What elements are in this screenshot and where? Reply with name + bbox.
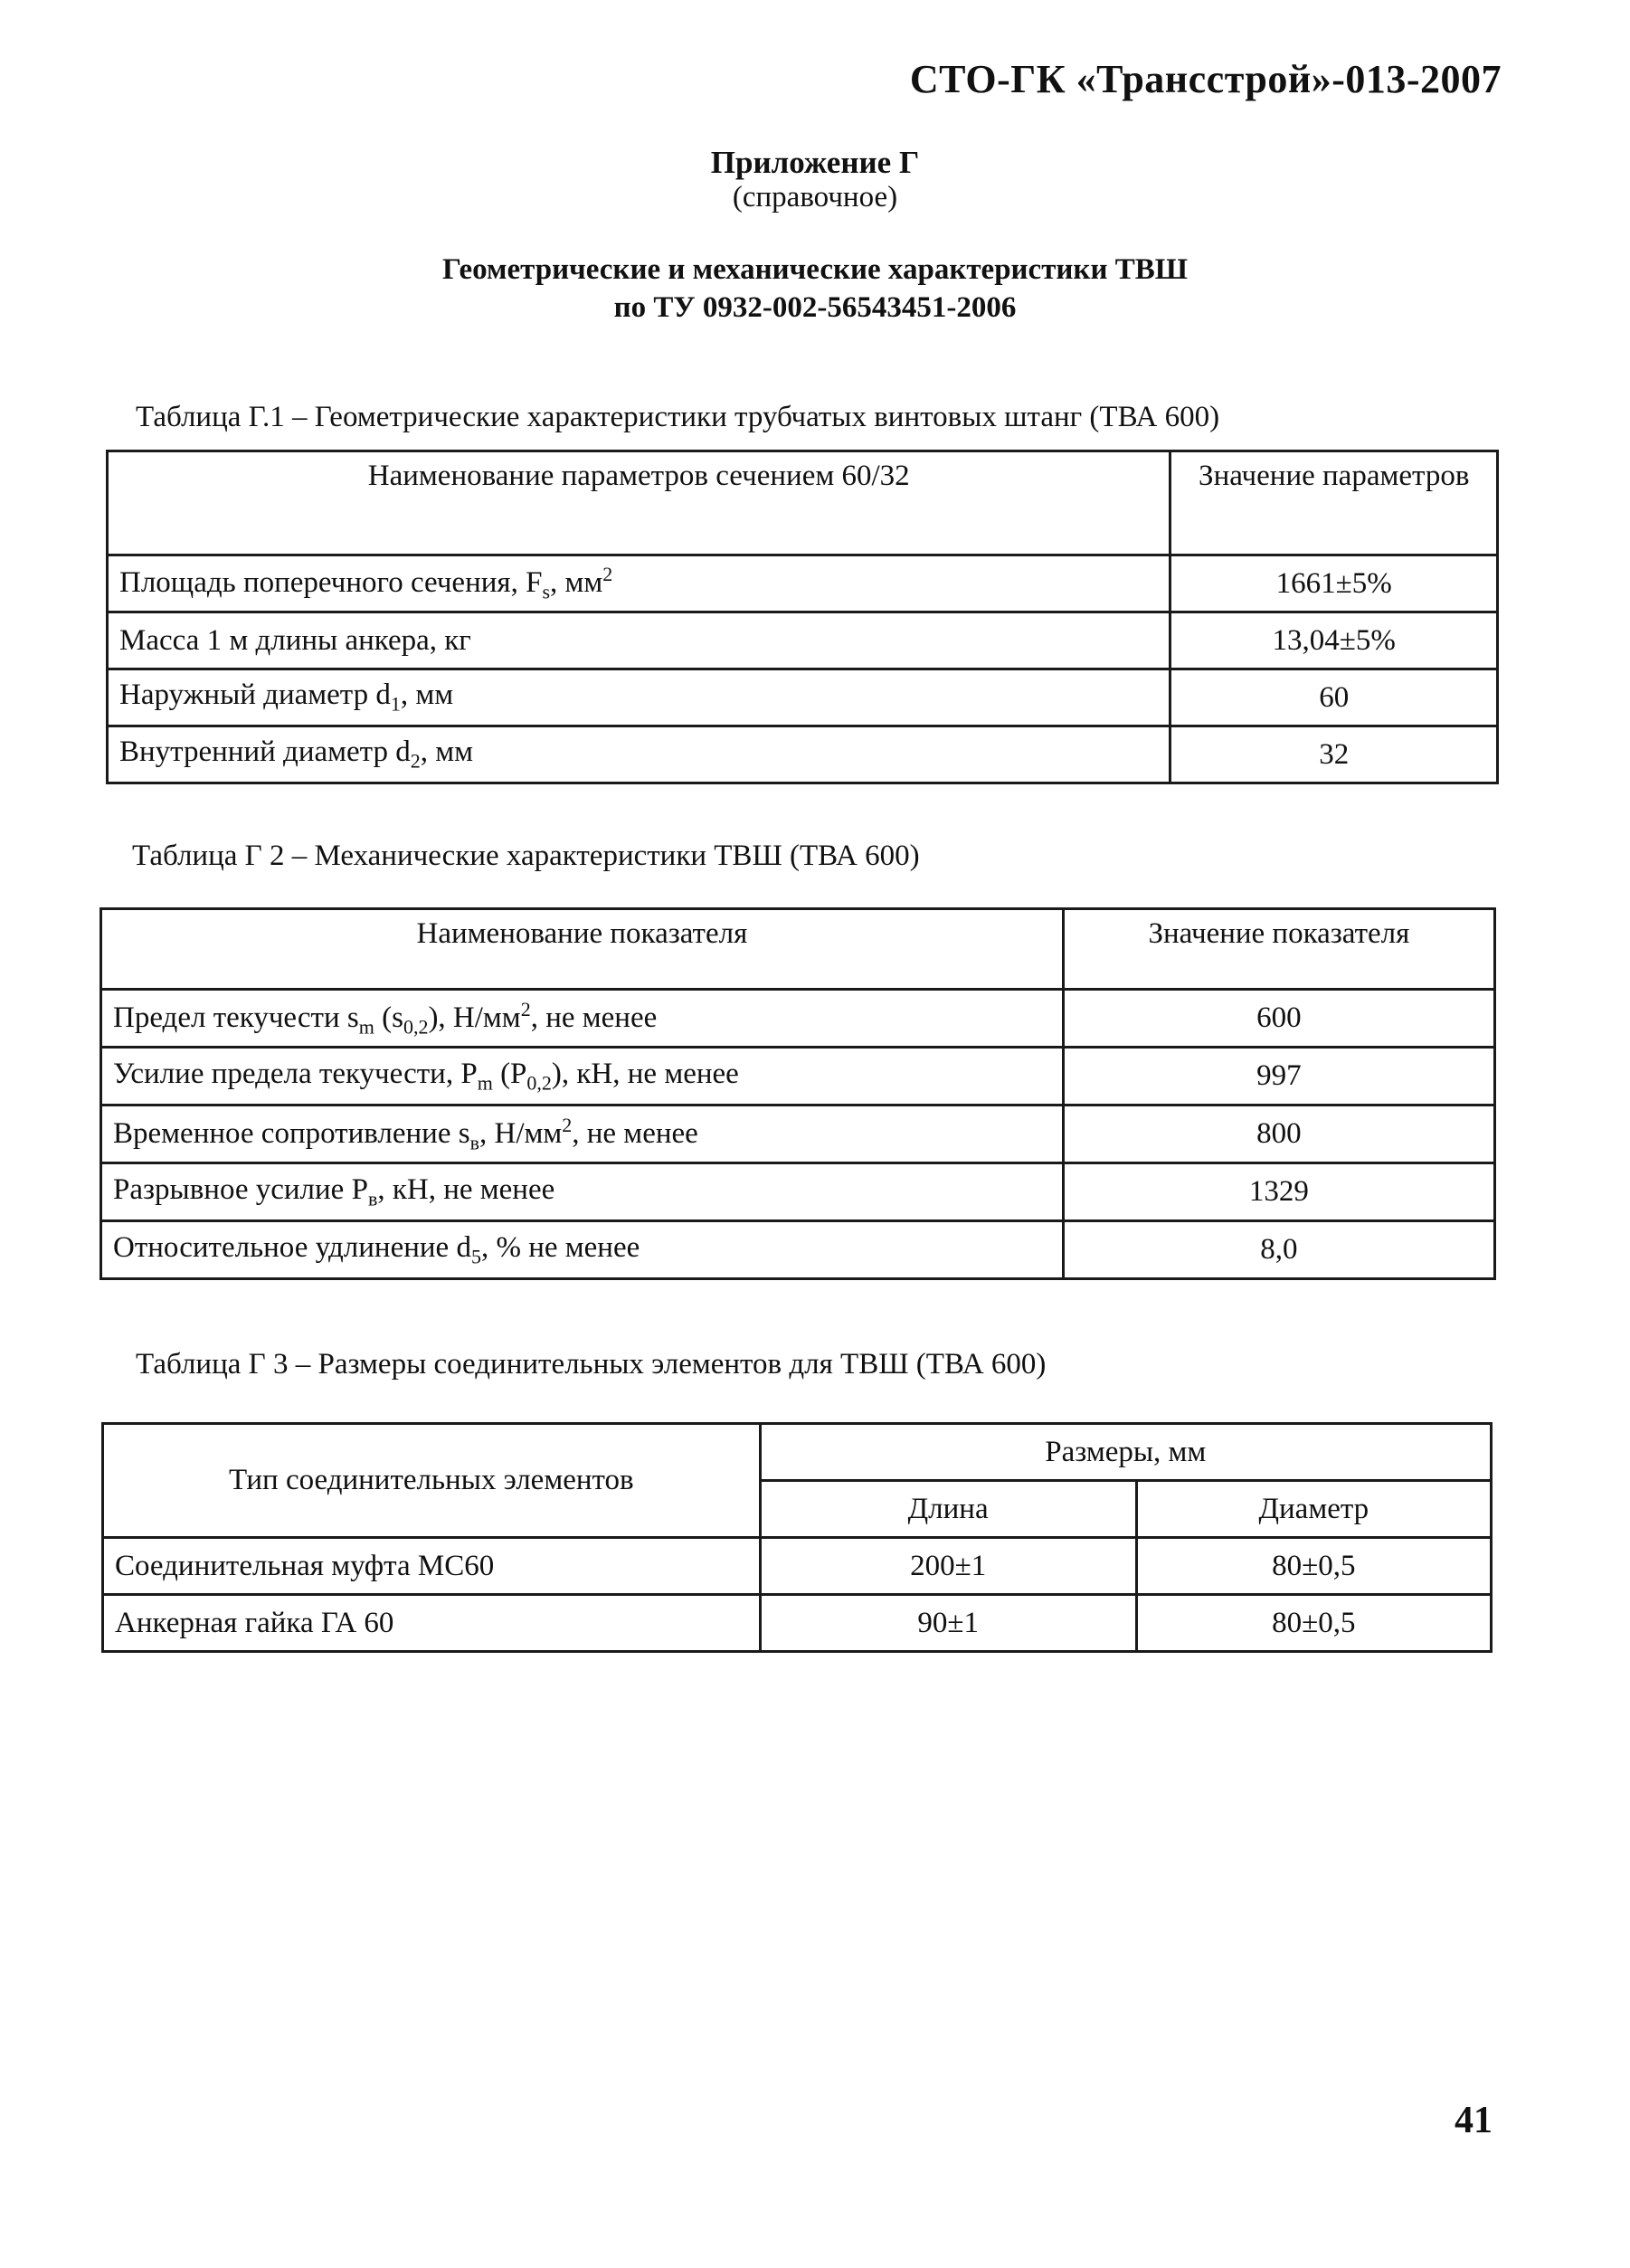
geometric-characteristics-table bbox=[106, 450, 1499, 784]
table-row bbox=[108, 726, 1498, 783]
table-header-row bbox=[103, 1424, 1492, 1481]
document-code: СТО-ГК «Трансстрой»-013-2007 bbox=[909, 57, 1502, 101]
page-number: 41 bbox=[1455, 2100, 1493, 2141]
table-row bbox=[108, 555, 1498, 612]
row-value: 997 bbox=[1063, 1048, 1494, 1106]
row-type: Анкерная гайка ГА 60 bbox=[103, 1595, 761, 1652]
connecting-elements-table bbox=[101, 1422, 1493, 1653]
row-type: Соединительная муфта МС60 bbox=[103, 1538, 761, 1595]
row-value: 13,04±5% bbox=[1170, 612, 1498, 669]
table-row bbox=[108, 669, 1498, 726]
row-label: Временное сопротивление $s_в$, $Н/мм^2$, не менее bbox=[101, 1106, 1064, 1163]
row-label: Усилие предела текучести, $P_m$ $(P_{0,2})$, кН, не менее bbox=[101, 1048, 1064, 1106]
header-element-type: Тип соединительных элементов bbox=[103, 1424, 761, 1538]
table-row bbox=[101, 1163, 1495, 1221]
header-parameter: Наименование параметров сечением 60/32 bbox=[108, 451, 1170, 555]
row-label: Разрывное усилие $P_в$, кН, не менее bbox=[101, 1163, 1064, 1221]
table-row bbox=[101, 990, 1495, 1048]
row-label: Наружный диаметр $d_1$, мм bbox=[108, 669, 1170, 726]
mechanical-characteristics-table bbox=[100, 907, 1496, 1280]
table-row bbox=[101, 1106, 1495, 1163]
row-diameter: 80±0,5 bbox=[1136, 1538, 1491, 1595]
row-value: 600 bbox=[1063, 990, 1494, 1048]
header-indicator: Наименование показателя bbox=[101, 909, 1064, 990]
header-value: Значение параметров bbox=[1170, 451, 1498, 555]
appendix-title: Приложение Г bbox=[710, 145, 920, 180]
table-row bbox=[103, 1538, 1492, 1595]
table-row bbox=[108, 612, 1498, 669]
row-value: 32 bbox=[1170, 726, 1498, 783]
row-label: Относительное удлинение $d_5$, % не менее bbox=[101, 1221, 1064, 1279]
main-title-line-2: по ТУ 0932-002-56543451-2006 bbox=[613, 291, 1017, 324]
row-label: Площадь поперечного сечения, $F_s$, $мм^2$ bbox=[108, 555, 1170, 612]
table-header-row bbox=[108, 451, 1498, 555]
header-diameter: Диаметр bbox=[1136, 1481, 1491, 1538]
table-row bbox=[103, 1595, 1492, 1652]
row-label: Масса 1 м длины анкера, кг bbox=[108, 612, 1170, 669]
table-row bbox=[101, 1048, 1495, 1106]
table3-caption: Таблица Г 3 – Размеры соединительных элементов для ТВШ (ТВА 600) bbox=[136, 1348, 1047, 1381]
table-header-row bbox=[101, 909, 1495, 990]
table2-caption: Таблица Г 2 – Механические характеристики ТВШ (ТВА 600) bbox=[132, 840, 920, 872]
main-title-line-1: Геометрические и механические характеристики ТВШ bbox=[442, 253, 1188, 286]
row-value: 60 bbox=[1170, 669, 1498, 726]
row-length: 200±1 bbox=[760, 1538, 1136, 1595]
header-length: Длина bbox=[760, 1481, 1136, 1538]
appendix-note: (справочное) bbox=[732, 181, 898, 214]
row-value: 1329 bbox=[1063, 1163, 1494, 1221]
row-value: 8,0 bbox=[1063, 1221, 1494, 1279]
header-value: Значение показателя bbox=[1063, 909, 1494, 990]
table1-caption: Таблица Г.1 – Геометрические характеристики трубчатых винтовых штанг (ТВА 600) bbox=[136, 401, 1220, 433]
row-diameter: 80±0,5 bbox=[1136, 1595, 1491, 1652]
table-row bbox=[101, 1221, 1495, 1279]
row-label: Предел текучести $s_m$ $(s_{0,2})$, $Н/мм^2$, не менее bbox=[101, 990, 1064, 1048]
row-value: 800 bbox=[1063, 1106, 1494, 1163]
row-length: 90±1 bbox=[760, 1595, 1136, 1652]
header-sizes: Размеры, мм bbox=[760, 1424, 1491, 1481]
row-value: 1661±5% bbox=[1170, 555, 1498, 612]
row-label: Внутренний диаметр $d_2$, мм bbox=[108, 726, 1170, 783]
